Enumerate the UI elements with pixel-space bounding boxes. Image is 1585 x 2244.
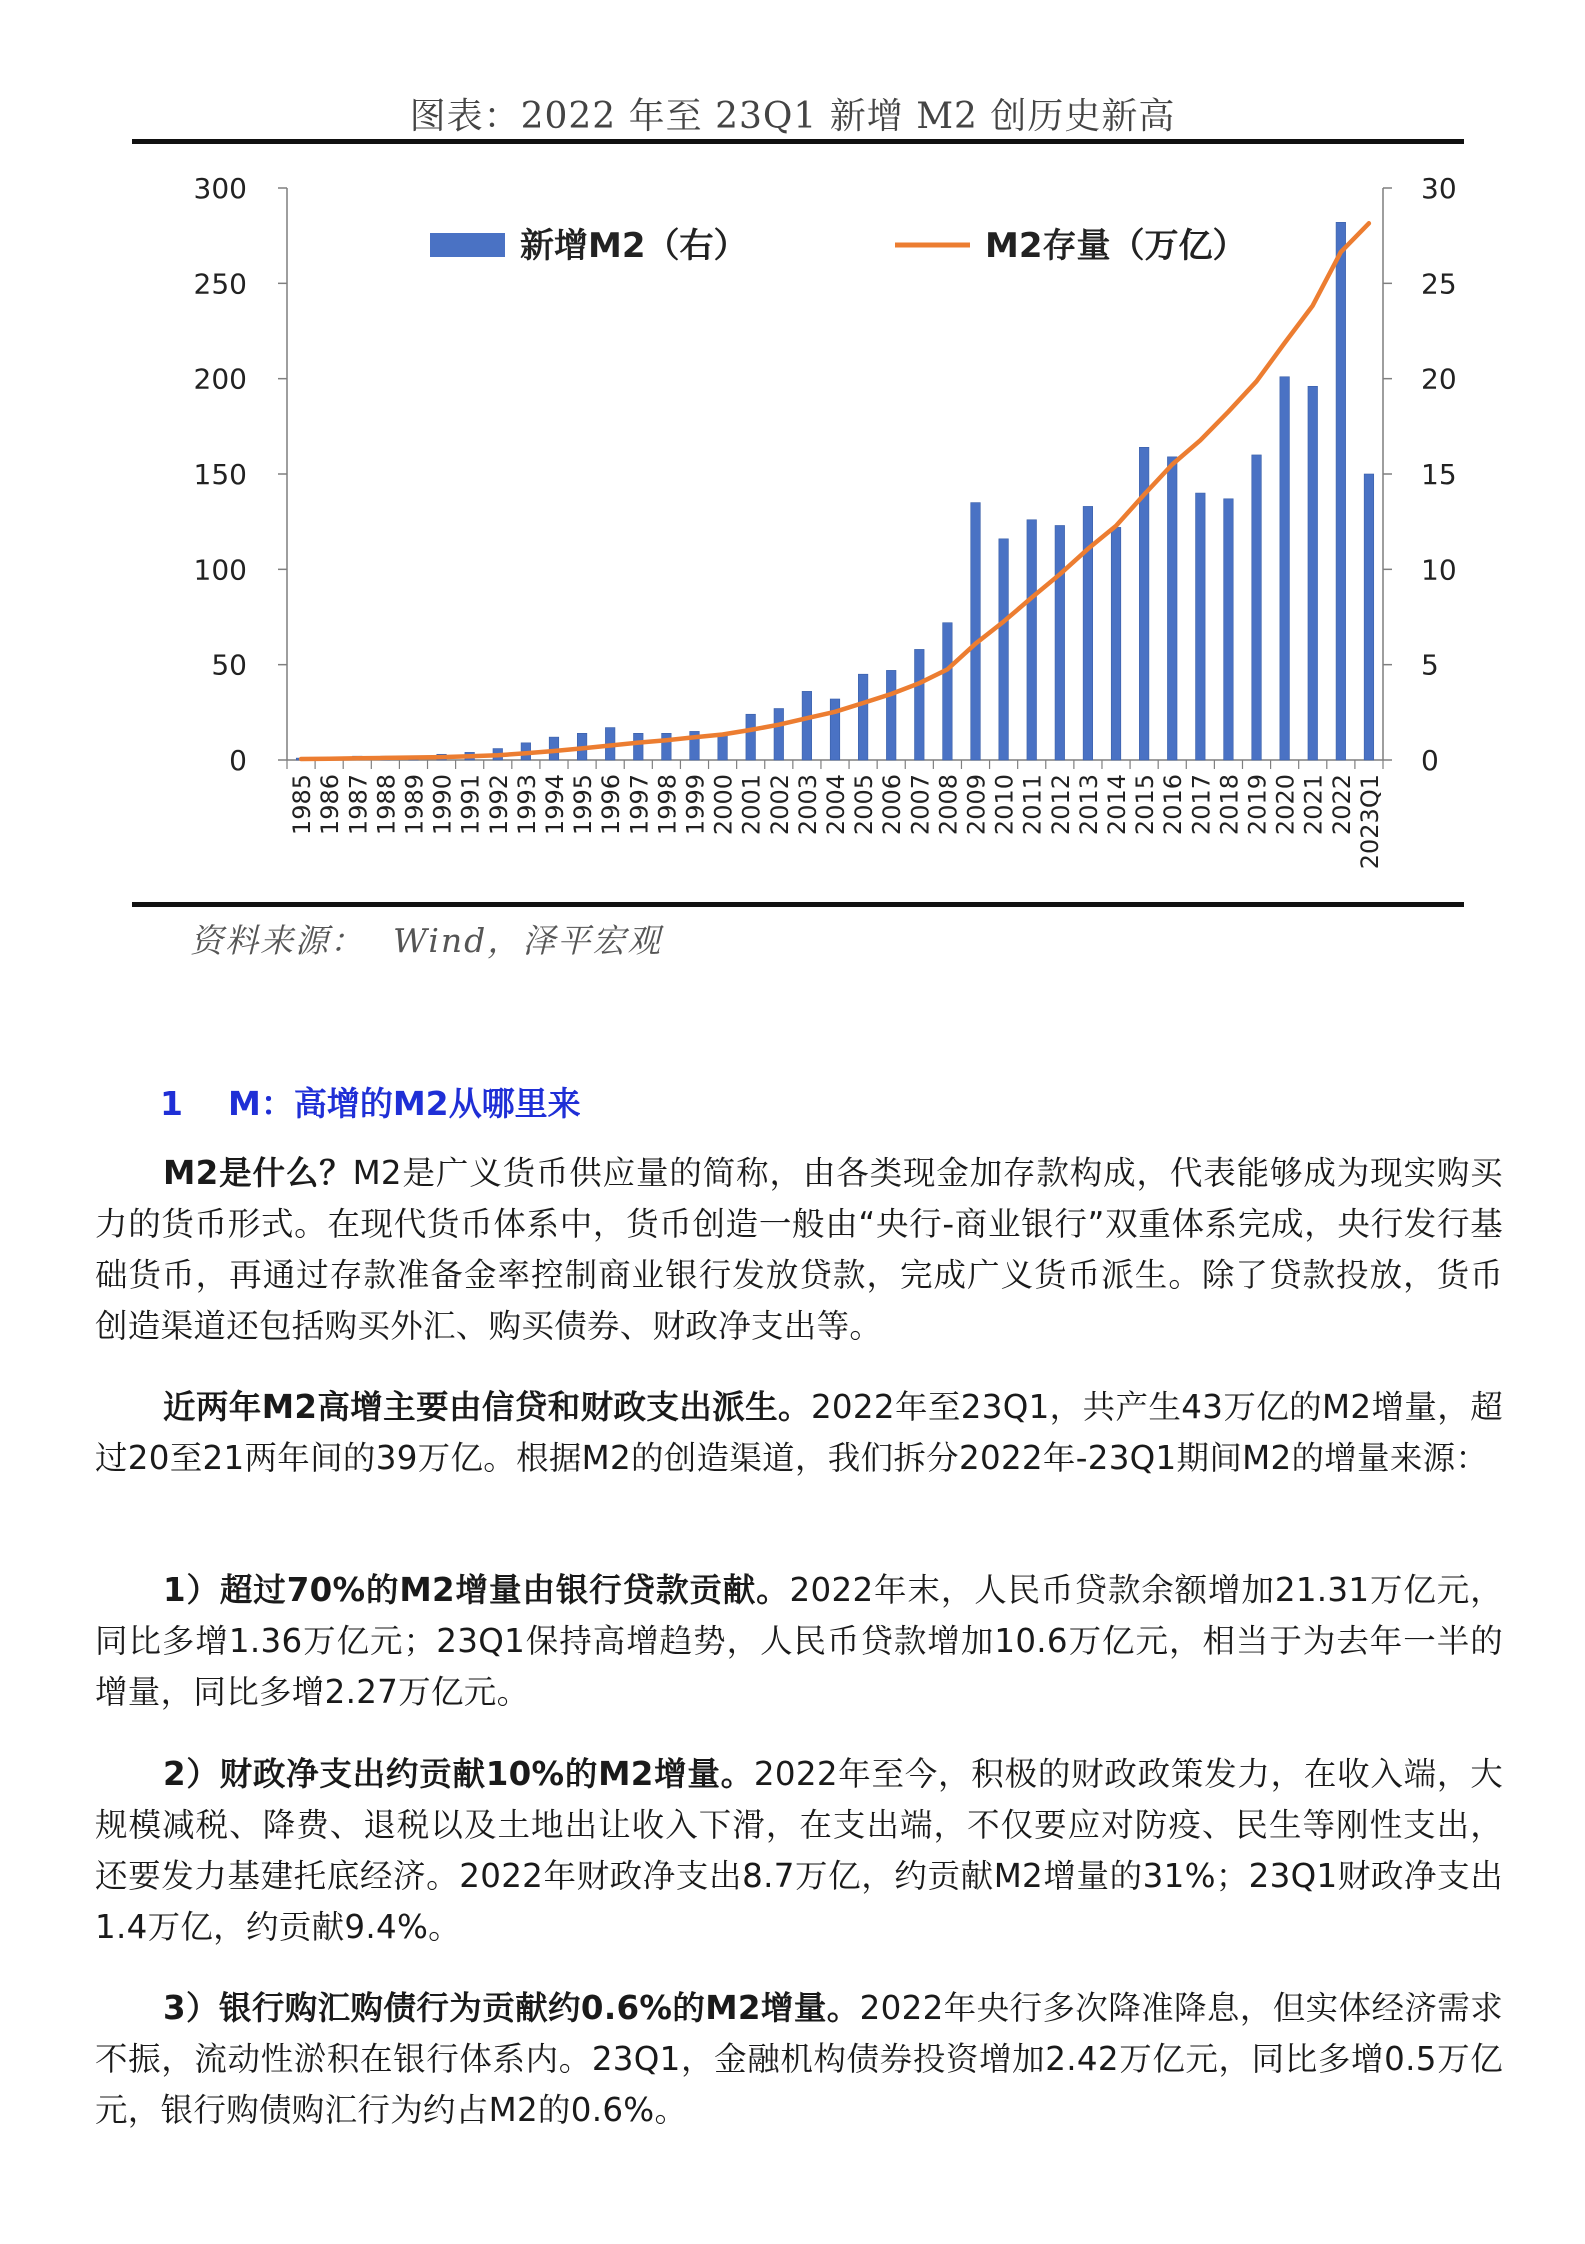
x-tick-label: 2012 [1046,774,1075,836]
right-tick-label: 5 [1421,648,1439,682]
line-point [1087,548,1088,549]
line-point [1312,305,1313,306]
x-tick-label: 1989 [400,774,429,836]
bar [1336,222,1346,760]
line-point [1256,381,1257,382]
line-point [582,748,583,749]
x-tick-label: 2011 [1018,774,1047,836]
source-text: Wind，泽平宏观 [393,921,663,960]
legend-bar-label: 新增M2（右） [520,226,748,266]
x-tick-label: 2020 [1271,774,1300,836]
paragraph-body: 2022年末，人民币贷款余额增加21.31万亿元，同比多增1.36万亿元；23Q1保持高增趋势，人民币贷款增加10.6万亿元，相当于为去年一半的增量，同比多增2.27万亿元。 [95,1571,1503,1711]
x-tick-label: 1996 [597,774,626,836]
line-point [750,729,751,730]
x-tick-label: 2002 [765,774,794,836]
left-tick-label: 250 [193,267,247,301]
bar [662,733,672,760]
x-tick-label: 2007 [906,774,935,836]
bar [971,503,981,760]
m2-chart [0,150,1585,910]
line-point [1200,440,1201,441]
bar-series [296,222,1373,760]
line-point [806,718,807,719]
line-point [891,694,892,695]
line-point [1031,597,1032,598]
x-tick-label: 2000 [709,774,738,836]
x-tick-label: 2022 [1327,774,1356,836]
line-point [666,740,667,741]
x-tick-label: 1990 [428,774,457,836]
right-tick-label: 15 [1421,458,1457,491]
line-point [778,724,779,725]
figure-title: 图表：2022 年至 23Q1 新增 M2 创历史新高 [409,96,1176,137]
line-point [835,711,836,712]
line-point [497,755,498,756]
bar [1055,525,1065,760]
line-point [722,734,723,735]
bar [858,674,868,760]
left-tick-label: 200 [193,362,247,396]
bar [1224,499,1234,760]
left-tick-label: 150 [193,458,247,491]
bar [774,709,784,760]
x-tick-label: 1986 [316,774,345,836]
paragraph-lead: 1）超过70%的M2增量由银行贷款贡献。 [163,1571,790,1609]
x-tick-label: 2006 [878,774,907,836]
paragraph-what-is-m2 [95,1148,1503,1352]
paragraph-lead: M2是什么？ [163,1154,353,1192]
x-tick-label: 2015 [1131,774,1160,836]
line-point [1172,464,1173,465]
chart-legend [430,226,1247,266]
right-tick-label: 25 [1421,267,1457,301]
line-point [1228,411,1229,412]
bar [802,691,812,760]
line-point [1340,252,1341,253]
legend-bar-swatch [430,233,505,257]
paragraph-body: M2是广义货币供应量的简称，由各类现金加存款构成，代表能够成为现实购买力的货币形式。在现代货币体系中，货币创造一般由“央行-商业银行”双重体系完成，央行发行基础货币，再通过存款准备金率控制商业银行发放贷款，完成广义货币派生。除了贷款投放，货币创造渠道还包括购买外汇、购买债券、财政净支出等。 [95,1154,1503,1345]
x-tick-label: 2019 [1243,774,1272,836]
bar [886,670,896,760]
bar [718,735,728,760]
line-point [1144,494,1145,495]
x-tick-label: 2008 [934,774,963,836]
line-point [1284,343,1285,344]
right-tick-label: 0 [1421,744,1439,777]
x-tick-label: 2009 [962,774,991,836]
section-heading [160,1078,581,1125]
left-tick-label: 100 [193,553,247,587]
paragraph-body: 2022年至23Q1，共产生43万亿的M2增量，超过20至21两年间的39万亿。根据M2的创造渠道，我们拆分2022年-23Q1期间M2的增量来源： [95,1388,1503,1477]
x-tick-label: 2016 [1159,774,1188,836]
bar [1196,493,1206,760]
bar [943,623,953,760]
x-tick-label: 2021 [1299,774,1328,836]
paragraph-fiscal [95,1749,1503,1953]
line-point [1368,223,1369,224]
paragraph-drivers [95,1382,1503,1484]
bar [1280,377,1290,760]
section-number: 1 [160,1084,183,1123]
line-point [919,683,920,684]
x-tick-label: 1993 [512,774,541,836]
line-point [385,757,386,758]
top-rule [132,139,1464,144]
bar [830,699,840,760]
paragraph-loans [95,1565,1503,1718]
left-tick-label: 300 [193,172,247,205]
bar [1308,386,1318,760]
line-point [863,702,864,703]
bottom-rule [132,902,1464,907]
x-tick-label: 1998 [653,774,682,836]
x-tick-label: 2023Q1 [1355,774,1384,870]
line-point [610,745,611,746]
x-tick-label: 2004 [822,774,850,836]
bar [1027,520,1037,760]
x-tick-label: 2014 [1103,774,1132,836]
x-tick-label: 2010 [990,774,1019,836]
line-point [638,742,639,743]
right-tick-label: 20 [1421,362,1457,396]
paragraph-lead: 近两年M2高增主要由信贷和财政支出派生。 [163,1388,811,1426]
bar [999,539,1009,760]
x-tick-label: 1992 [484,774,513,836]
line-point [525,753,526,754]
tick-labels [194,172,1457,869]
paragraph-lead: 2）财政净支出约贡献10%的M2增量。 [163,1755,754,1793]
line-point [1003,621,1004,622]
x-tick-label: 1988 [372,774,401,836]
bar [746,714,756,760]
right-tick-label: 10 [1421,553,1457,587]
line-point [329,758,330,759]
bar [915,649,925,760]
line-point [357,758,358,759]
bar [634,733,644,760]
m2-stock-line [301,223,1369,759]
section-title: M：高增的M2从哪里来 [228,1084,581,1123]
x-tick-label: 1991 [456,774,485,836]
line-point [553,751,554,752]
x-tick-label: 1997 [625,774,654,836]
line-point [469,756,470,757]
line-point [1116,525,1117,526]
paragraph-lead: 3）银行购汇购债行为贡献约0.6%的M2增量。 [163,1989,860,2027]
paragraph-body: 2022年至今，积极的财政政策发力，在收入端，大规模减税、降费、退税以及土地出让收入下滑，在支出端，不仅要应对防疫、民生等刚性支出，还要发力基建托底经济。2022年财政净支出8.7万亿，约贡献M2增量的31%；23Q1财政净支出1.4万亿，约贡献9.4%。 [95,1755,1503,1946]
x-tick-label: 2018 [1215,774,1244,836]
right-tick-label: 30 [1421,172,1457,205]
source-note [190,915,662,962]
left-tick-label: 0 [229,744,247,777]
left-tick-label: 50 [211,648,247,682]
line-point [441,757,442,758]
line-point [301,759,302,760]
x-tick-label: 2001 [737,774,766,836]
legend-line-label: M2存量（万亿） [985,226,1247,266]
x-tick-label: 1987 [344,774,373,836]
x-tick-label: 2003 [793,774,822,836]
bar [1252,455,1262,760]
line-point [947,669,948,670]
x-tick-label: 2013 [1074,774,1103,836]
x-tick-label: 1995 [569,774,598,836]
line-point [413,757,414,758]
line-series [301,223,1370,760]
source-label: 资料来源： [190,921,365,960]
bar [1364,474,1374,760]
paragraph-body: 2022年央行多次降准降息，但实体经济需求不振，流动性淤积在银行体系内。23Q1，金融机构债券投资增加2.42万亿元，同比多增0.5万亿元，银行购债购汇行为约占M2的0.6%。 [95,1989,1503,2129]
x-tick-label: 1994 [540,774,569,836]
bar [1111,527,1121,760]
x-tick-label: 2005 [850,774,879,836]
bar [1167,457,1177,760]
x-tick-label: 1985 [288,774,317,836]
line-point [975,643,976,644]
paragraph-fx-bonds [95,1983,1503,2136]
line-point [1059,574,1060,575]
x-tick-label: 1999 [681,774,710,836]
x-tick-label: 2017 [1187,774,1216,836]
line-point [694,737,695,738]
